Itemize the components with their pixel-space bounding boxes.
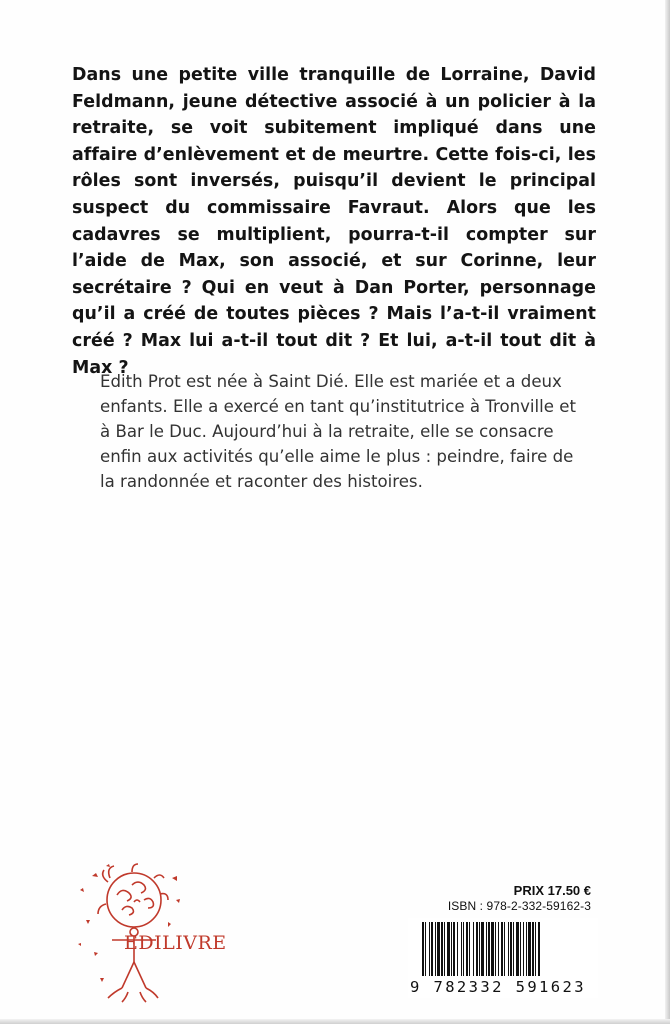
barcode-bar bbox=[422, 922, 424, 976]
barcode-bar bbox=[476, 922, 478, 976]
barcode-bar bbox=[504, 922, 505, 976]
synopsis-text: Dans une petite ville tranquille de Lorraine, David Feldmann, jeune détective associé à un policier à la retraite, se voit subitement impliqué dans une affaire d’enlèvement et de meurtre. Cette fois-ci, les rôles sont inversés, puisqu’il devient le principal suspect du commissaire Favraut. Alors que les cadavres se multiplient, pourra-t-il compter sur l’aide de Max, son associé, et sur Corinne, leur secrétaire ? Qui en veut à Dan Porter, personnage qu’il a créé de toutes pièces ? Mais l’a-t-il vraiment créé ? Max lui a-t-il tout dit ? Et lui, a-t-il tout dit à Max ? bbox=[72, 65, 596, 378]
barcode-bar bbox=[508, 922, 509, 976]
barcode-bar bbox=[488, 922, 490, 976]
barcode-bar bbox=[532, 922, 534, 976]
barcode-bar bbox=[444, 922, 445, 976]
barcode-bar bbox=[491, 922, 494, 976]
barcode-bar bbox=[425, 922, 426, 976]
barcode-bar bbox=[461, 922, 462, 976]
barcode-bar bbox=[516, 922, 519, 976]
page-edge-shadow-right bbox=[665, 0, 670, 1024]
barcode bbox=[408, 918, 598, 998]
barcode-bar bbox=[520, 922, 521, 976]
barcode-bar bbox=[469, 922, 470, 976]
barcode-bar bbox=[431, 922, 433, 976]
barcode-bar bbox=[498, 922, 499, 976]
barcode-bar bbox=[526, 922, 527, 976]
barcode-bar bbox=[535, 922, 536, 976]
barcode-bar bbox=[463, 922, 464, 976]
barcode-bar bbox=[481, 922, 484, 976]
barcode-bar bbox=[495, 922, 496, 976]
author-bio: Edith Prot est née à Saint Dié. Elle est mariée et a deux enfants. Elle a exercé en tant qu’institutrice à Tronville et à Bar le Duc. Aujourd’hui à la retraite, elle se consacre enfin aux activités qu’elle aime le plus : peindre, faire de la randonnée et raconter des histoires. bbox=[100, 372, 576, 491]
barcode-bar bbox=[435, 922, 436, 976]
barcode-bar bbox=[473, 922, 474, 976]
barcode-bar bbox=[447, 922, 450, 976]
barcode-bar bbox=[453, 922, 455, 976]
barcode-bar bbox=[501, 922, 503, 976]
barcode-bar bbox=[451, 922, 452, 976]
barcode-bar bbox=[486, 922, 487, 976]
barcode-bar bbox=[457, 922, 458, 976]
page-edge-shadow-bottom bbox=[0, 1019, 670, 1024]
barcode-bar bbox=[528, 922, 531, 976]
barcode-bar bbox=[510, 922, 512, 976]
barcode-bar bbox=[523, 922, 524, 976]
publisher-name: EDILIVRE bbox=[124, 932, 227, 954]
barcode-bar bbox=[466, 922, 468, 976]
barcode-bar bbox=[513, 922, 514, 976]
barcode-bar bbox=[441, 922, 443, 976]
price-label: PRIX 17.50 € bbox=[513, 883, 591, 898]
barcode-bar bbox=[437, 922, 440, 976]
barcode-bar bbox=[479, 922, 480, 976]
isbn-label: ISBN : 978-2-332-59162-3 bbox=[447, 899, 591, 913]
barcode-digits: 9 782332 591623 bbox=[410, 978, 586, 996]
barcode-bar bbox=[429, 922, 430, 976]
barcode-bar bbox=[538, 922, 540, 976]
